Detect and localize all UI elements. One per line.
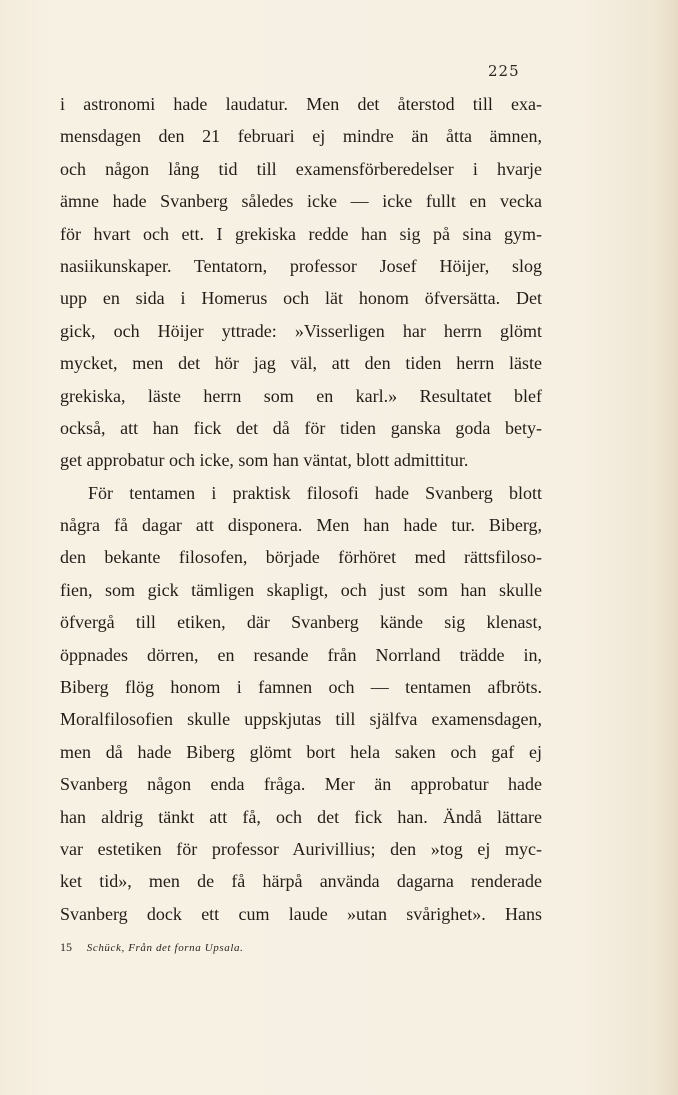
signature-mark	[60, 940, 243, 955]
page-number: 225	[488, 62, 520, 80]
text-line: Biberg flög honom i famnen och — tentamen afbröts.	[60, 677, 542, 698]
text-line: ket tid», men de få härpå använda dagarna renderade	[60, 871, 542, 892]
text-line: ämne hade Svanberg således icke — icke fullt en vecka	[60, 191, 542, 212]
text-line: var estetiken för professor Aurivillius; den »tog ej myc-	[60, 838, 542, 859]
text-line: För tentamen i praktisk filosofi hade Svanberg blott	[88, 482, 542, 503]
text-line: öppnades dörren, en resande från Norrland trädde in,	[60, 644, 542, 665]
text-line: Moralfilosofien skulle uppskjutas till själfva examensdagen,	[60, 709, 542, 730]
text-line: öfvergå till etiken, där Svanberg kände sig klenast,	[60, 612, 542, 633]
signature-number: 15	[60, 940, 72, 954]
text-line: mycket, men det hör jag väl, att den tiden herrn läste	[60, 353, 542, 374]
text-line: den bekante filosofen, började förhöret med rättsfiloso-	[60, 547, 542, 568]
text-line: gick, och Höijer yttrade: »Visserligen har herrn glömt	[60, 320, 542, 341]
text-line: grekiska, läste herrn som en karl.» Resultatet blef	[60, 385, 542, 406]
text-line: upp en sida i Homerus och lät honom öfversätta. Det	[60, 288, 542, 309]
text-line: för hvart och ett. I grekiska redde han sig på sina gym-	[60, 223, 542, 244]
text-line: i astronomi hade laudatur. Men det återstod till exa-	[60, 94, 542, 114]
text-line: fien, som gick tämligen skapligt, och just som han skulle	[60, 579, 542, 600]
text-line: men då hade Biberg glömt bort hela saken och gaf ej	[60, 741, 542, 762]
text-line: också, att han fick det då för tiden ganska goda bety-	[60, 417, 542, 438]
text-line: några få dagar att disponera. Men han hade tur. Biberg,	[60, 515, 542, 536]
text-line: och någon lång tid till examensförberedelser i hvarje	[60, 158, 542, 179]
text-line: get approbatur och icke, som han väntat, blott admittitur.	[60, 450, 469, 471]
text-line: Svanberg dock ett cum laude »utan svårighet». Hans	[60, 903, 542, 924]
text-line: Svanberg någon enda fråga. Mer än approbatur hade	[60, 774, 542, 795]
text-line: nasiikunskaper. Tentatorn, professor Josef Höijer, slog	[60, 255, 542, 276]
body-text	[60, 88, 542, 930]
text-line: han aldrig tänkt att få, och det fick han. Ändå lättare	[60, 806, 542, 827]
text-line: mensdagen den 21 februari ej mindre än åtta ämnen,	[60, 126, 542, 147]
signature-title: Schück, Från det forna Upsala.	[86, 942, 244, 954]
